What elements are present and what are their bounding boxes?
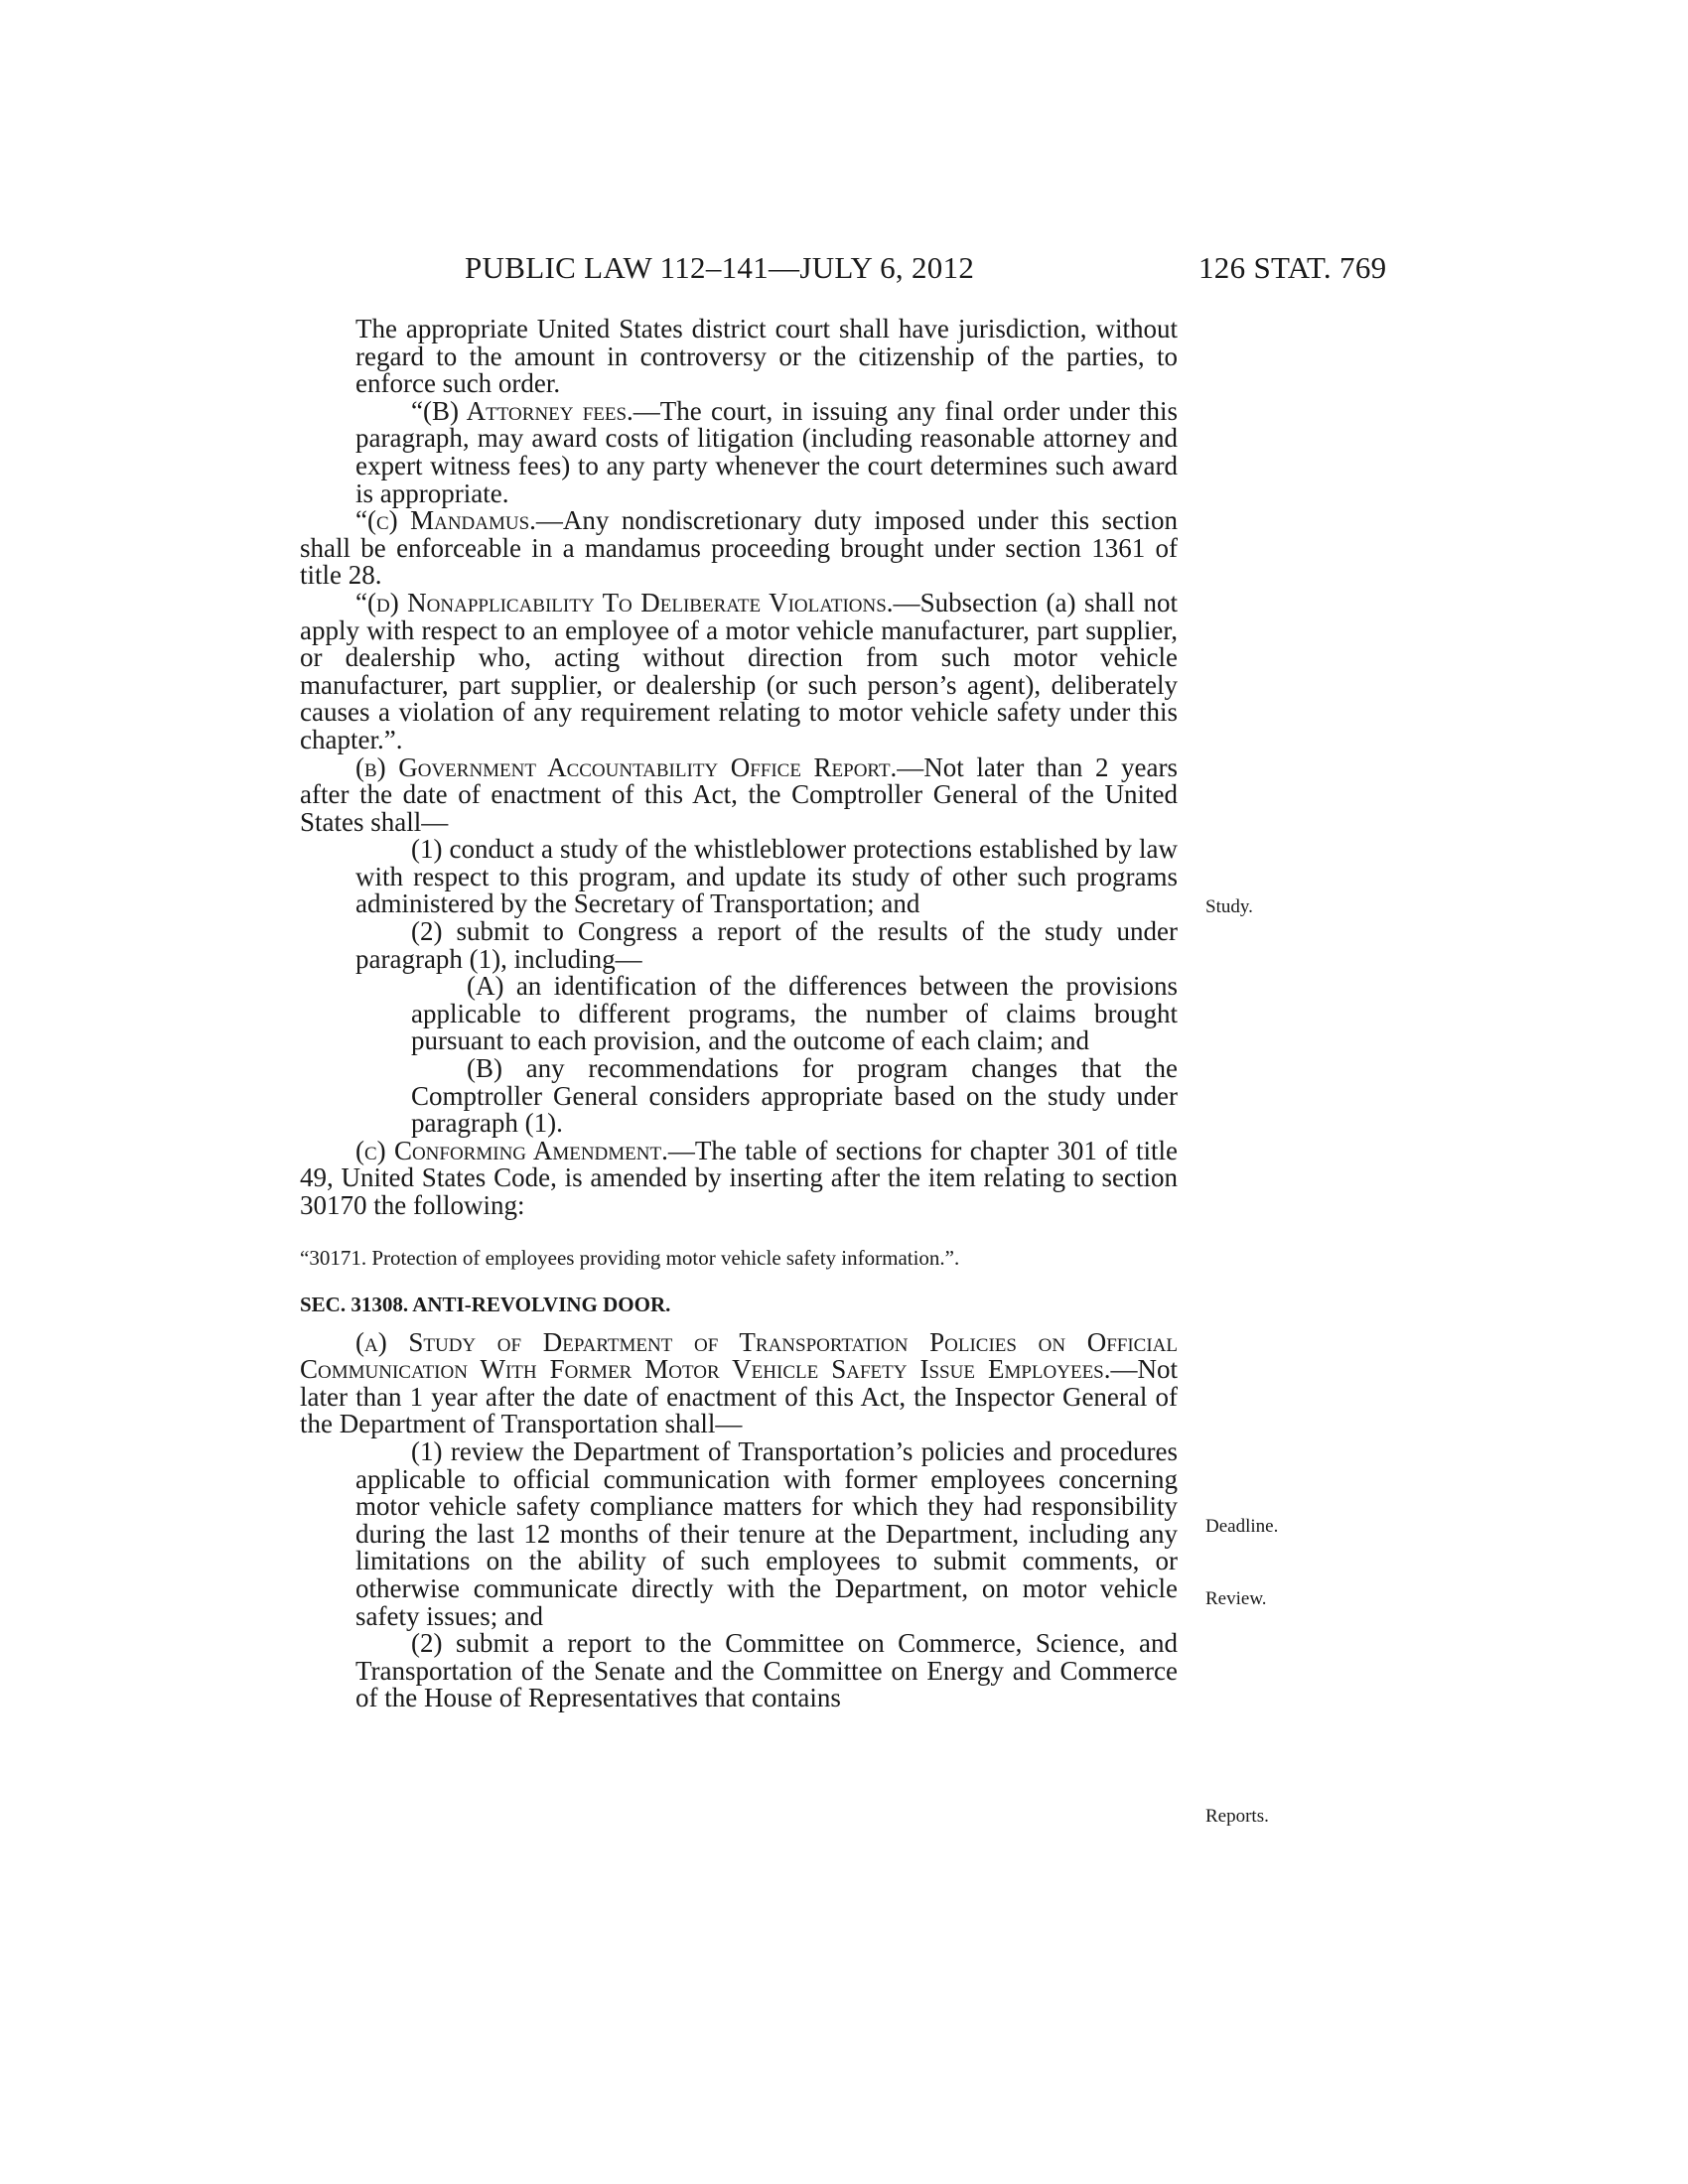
gao-report-text: Not later than 2 years after the date of enactment of this Act, the Comptroller General of the United States shall— (300, 751, 1178, 837)
mandamus-heading: “(c) Mandamus.— (355, 505, 563, 536)
paragraph-review-policies: (1) review the Department of Transportation’s policies and procedures applicable to official communication with former employees concerning motor vehicle safety compliance matters for which they had responsibility during the last 12 months of their tenure at the Department, including any limitations on the ability of such employees to submit comments, or otherwise communicate directly with the Department, on motor vehicle safety issues; and (355, 1435, 1178, 1631)
margin-note-reports: Reports. (1205, 1806, 1269, 1827)
attorney-fees-text: The court, in issuing any final order under this paragraph, may award costs of litigation (including reasonable attorney and expert witness fees) to any party whenever the court determines such award is appropriate. (355, 395, 1179, 508)
anti-revolving-study-heading: (a) Study of Department of Transportation Policies on Official Communication With Former Motor Vehicle Safety Issue Employees.— (300, 1326, 1178, 1385)
mandamus-text: Any nondiscretionary duty imposed under this section shall be enforceable in a mandamus proceeding brought under section 1361 of title 28. (300, 505, 1179, 591)
margin-note-study: Study. (1205, 896, 1253, 917)
margin-note-deadline: Deadline. (1205, 1516, 1279, 1537)
header-title: PUBLIC LAW 112–141—JULY 6, 2012 (465, 250, 975, 285)
section-heading: SEC. 31308. ANTI-REVOLVING DOOR. (300, 1292, 671, 1316)
nonapplicability-heading: “(d) Nonapplicability To Deliberate Violations.— (355, 587, 920, 617)
paragraph-conduct-study: (1) conduct a study of the whistleblower protections established by law with respect to this program, and update its study of other such programs administered by the Secretary of Transportation; and (355, 834, 1178, 919)
nonapplicability-text: Subsection (a) shall not apply with respect to an employee of a motor vehicle manufacturer, part supplier, or dealership who, acting without direction from such motor vehicle manufacturer, part supplier, or dealership (or such person’s agent), deliberately causes a violation of any requirement relating to motor vehicle safety under this chapter.”. (300, 587, 1178, 754)
paragraph-attorney-fees (300, 395, 1179, 508)
attorney-fees-heading: “(B) Attorney fees.— (411, 395, 660, 426)
paragraph-gao-report (300, 751, 1178, 837)
paragraph-jurisdiction: The appropriate United States district court shall have jurisdiction, without regard to the amount in controversy or the citizenship of the parties, to enforce such order. (355, 314, 1178, 399)
paragraph-nonapplicability (300, 587, 1178, 754)
paragraph-recommendations: (B) any recommendations for program changes that the Comptroller General considers appropriate based on the study under paragraph (1). (411, 1053, 1178, 1139)
paragraph-conforming-amendment (300, 1135, 1178, 1220)
page-number: 126 STAT. 769 (1198, 250, 1387, 285)
paragraph-submit-committee-report: (2) submit a report to the Committee on Commerce, Science, and Transportation of the Senate and the Committee on Energy and Commerce of the House of Representatives that contains (355, 1628, 1178, 1713)
paragraph-mandamus (300, 507, 1178, 590)
paragraph-identification: (A) an identification of the differences between the provisions applicable to different programs, the number of claims brought pursuant to each provision, and the outcome of each claim; and (411, 971, 1178, 1056)
anti-revolving-study-text: Not later than 1 year after the date of enactment of this Act, the Inspector General of the Department of Transportation shall— (300, 1354, 1178, 1439)
conforming-amendment-heading: (c) Conforming Amendment.— (355, 1135, 695, 1165)
margin-note-review: Review. (1205, 1588, 1267, 1609)
paragraph-anti-revolving-study (300, 1326, 1178, 1439)
paragraph-submit-report: (2) submit to Congress a report of the results of the study under paragraph (1), including— (355, 916, 1178, 974)
table-of-sections-entry: “30171. Protection of employees providing motor vehicle safety information.”. (300, 1245, 960, 1270)
gao-report-heading: (b) Government Accountability Office Report.— (355, 751, 924, 782)
main-text-column (300, 316, 1178, 1712)
conforming-amendment-text: The table of sections for chapter 301 of title 49, United States Code, is amended by inserting after the item relating to section 30170 the following: (300, 1135, 1178, 1220)
